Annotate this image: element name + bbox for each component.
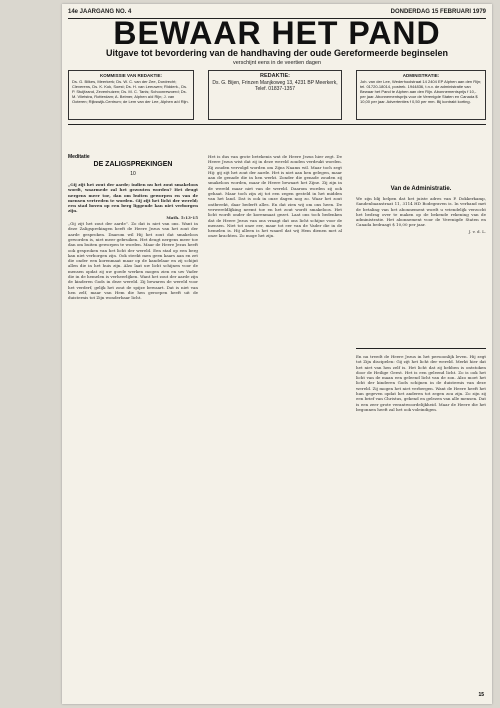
administratie-notice-body: We zijn blij helpen dat het juiste adres van P. Dokkerkamp, Sandenbaanstraat 11, 3114 HD Bodegraven is. In verband met de betaling van het abonnement wordt u vriendelijk verzocht het bedrag over te maken op de bekende rekening van de administratie. Het abonnement voor de Verenigde Staten en Canada bedraagt $ 10,00 per jaar. <box>356 196 486 228</box>
redactie-commission-box <box>68 70 194 120</box>
meditatie-column <box>68 182 198 676</box>
meditatie-body: „Gij zijt het zout der aarde”. Zo dat is niet van ons. Want in deze Zaligsprekingen heeft de Heere Jezus van het zout der aarde gesproken. Daarom wil Hij het zout dat smakeloos geworden is, niet meer gebruiken. Het deugt nergens meer toe dan om buiten geworpen te worden. Maar de Heere Jezus heeft ook gesproken van het licht der wereld. Een stad op een berg kan niet verborgen zijn. Ook steekt men geen kaars aan en zet die onder een korenmaat maar op de kandelaar en zij schijnt allen die in het huis zijn. Alzo laat uw licht schijnen voor de mensen opdat zij uw goede werken mogen zien en uw Vader die in de hemelen is verheerlijken. Want het zout der aarde zijn de kinderen Gods in deze wereld. Zij bewaren de wereld voor het verderf, gelijk het zout de spijze bewaart. Dat is niet van hen zelf, maar van Hem die hen geroepen heeft uit de duisternis tot Zijn wonderbaar licht. <box>68 221 198 301</box>
redactie-commission-text: Ds. G. Bilkes, Meerkerk; Ds. W. C. van der Zee, Dordrecht; Cleverens, Ds. K. Kok, Soest; Ds. H. van Leeuwen; Ridderk., Ds. P. Stuijfzand, Zevenhuizen; Ds. M. C. Tanis; Schoonrewoerd; Ds. M. Vlietstra, Rotterdam; A. Beimer, Alphen a/d Rijn; J. van Ooteren; Rijkswijk-Centrum; de Lem van der Lee, Alphen a/d Rijn. <box>72 79 189 104</box>
middle-column-body: Het is dus van grote betekenis wat de Heere Jezus hier zegt. De Heere Jezus wist dat zij in deze wereld zouden verdrukt worden. Zij zouden vervolgd worden om Zijns Naams wil. Maar toch zegt Hij: gij zijt het zout der aarde. Het is niet aan hen gelegen, maar aan de genade die in hen werkt. Zonder die genade zouden zij smakeloos worden, maar de Heere bewaart het Zijne. Zij zijn in de wereld maar niet van de wereld. Daarom worden zij ook gehaat. Maar toch zijn zij tot een zegen gesteld in het midden van het land. Dat is ook in onze dagen nog zo. Waar het zout ontbreekt, daar bederft alles. En dat zien wij om ons heen. De verwereldlijking neemt toe en het zout wordt smakeloos. Het licht wordt onder de korenmaat gezet. Laat ons toch bedenken dat de Heere Jezus van ons vraagt dat ons licht schijne voor de mensen. Niet tot onze eer, maar tot eer van de Vader die in de hemelen is. Hij alleen is het waard dat wij Hem dienen met al onze krachten. Zo moge het zijn. <box>208 154 342 239</box>
redactie-commission-heading: KOMMISSIE VAN REDAKTIE: <box>100 73 162 78</box>
administratie-notice <box>356 196 486 344</box>
administratie-text: Joh. van der Lee, Wederhoolstraat 14 2404 EP Alphen aan den Rijn; tel. 01720-18014, postrek. 1944836, t.n.v. de administratie van Bewaar het Pand te Alphen aan den Rijn. Abonnementsprijs f 10,- per jaar. Abonnementsprijs voor de Verenigde Staten en Canada $ 10,00 per jaar. Advertenties f 0,50 per mm. Bij kontrakt korting. <box>360 79 482 104</box>
redactie-heading: REDAKTIE: <box>260 73 290 79</box>
middle-column <box>208 154 342 676</box>
date-line: DONDERDAG 15 FEBRUARI 1979 <box>390 9 486 15</box>
administratie-notice-heading: Van de Administratie. <box>390 186 452 192</box>
body-rule <box>68 124 486 125</box>
redactie-text: Ds. G. Bijen, Frinzen Manjkoweg 13, 4231 BP Meerkerk, Telef. 01837-1357 <box>212 80 338 92</box>
administratie-box <box>356 70 486 120</box>
issue-line: 14e JAARGANG NO. 4 <box>68 9 132 15</box>
redactie-box <box>208 70 342 120</box>
newspaper-page <box>62 4 492 704</box>
administratie-heading: ADMINISTRATIE: <box>402 73 440 78</box>
meditatie-intro: „Gij zijt het zout der aarde; indien nu het zout smakeloos wordt, waarmede zal het gezouten worden? Het deugt nergens meer toe, dan om buiten geworpen en van de mensen vertreden te worden. Gij zijt het licht der wereld; een stad boven op een berg liggende kan niet verborgen zijn. <box>68 182 198 214</box>
right-column <box>356 354 486 676</box>
administratie-notice-signature: J. v. d. L. <box>468 228 486 234</box>
newspaper-title: BEWAAR HET PAND <box>113 15 441 51</box>
meditatie-heading: DE ZALIGSPREKINGEN <box>93 161 173 168</box>
right-column-body: En nu treedt de Heere Jezus in het persoonlijk leven. Hij zegt tot Zijn discipelen: Gij zijt het licht der wereld. Merkt hier dat het niet van hen zelf is. Het licht dat zij hebben is ontstoken door de Heilige Geest. Het is een geleend licht. Zo is ook het licht van de maan een geleend licht van de zon. Alzo moet het licht der kinderen Gods schijnen in de duisternis van deze wereld. Zij mogen het niet verbergen. Want de Heere heeft het hun gegeven opdat het anderen tot zegen zou zijn. Zo zijn zij een brief van Christus, gekend en gelezen van alle mensen. Dat is een zeer grote verantwoordelijkheid. Maar de Heere die het begonnen heeft zal het ook voleindigen. <box>356 354 486 412</box>
meditatie-number: 10 <box>130 171 136 177</box>
meditatie-reference: Math. 5:13-15 <box>166 214 198 220</box>
notice-rule <box>356 348 486 349</box>
newspaper-subtitle: Uitgave tot bevordering van de handhaving der oude Gereformeerde beginselen <box>105 48 449 58</box>
section-label: Meditatie <box>68 154 90 160</box>
publication-frequency: verschijnt eens in de veertien dagen <box>232 60 322 66</box>
page-number: 15 <box>478 692 484 698</box>
